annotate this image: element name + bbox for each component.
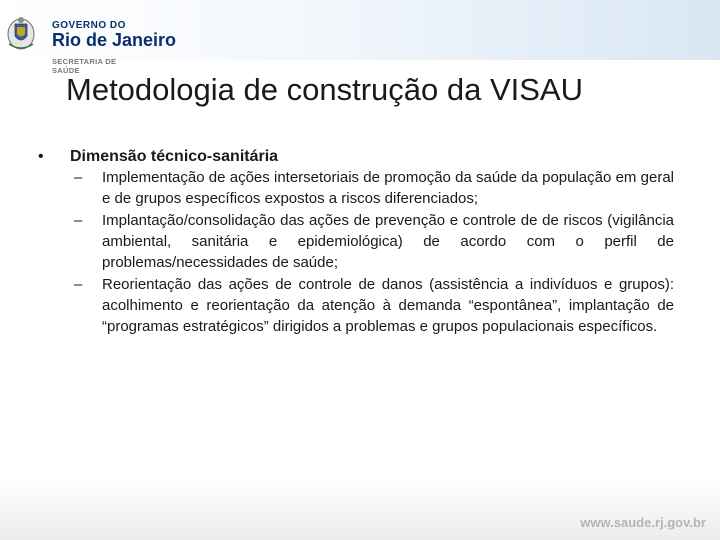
slide-title: Metodologia de construção da VISAU xyxy=(66,72,583,107)
sub-bullet-text: Reorientação das ações de controle de danos (assistência a indivíduos e grupos): acolhimento e reorientação da atenção à demanda “espontânea”, implantação de “programas estratégicos” dirigidos a problemas e grupos populacionais específicos. xyxy=(102,276,674,335)
slide-content xyxy=(38,148,674,337)
sub-bullet-item xyxy=(74,274,674,337)
sub-bullet-text: Implementação de ações intersetoriais de promoção da saúde da população em geral e de grupos específicos expostos a riscos diferenciados; xyxy=(102,169,674,207)
footer-band xyxy=(0,480,720,540)
sub-bullet-item xyxy=(74,167,674,209)
bullet-text: Dimensão técnico-sanitária xyxy=(70,148,279,165)
department-label: SECRETARIA DE SAÚDE xyxy=(52,57,117,75)
sub-bullet-list xyxy=(38,167,674,337)
dash-icon: – xyxy=(74,212,83,229)
dash-icon: – xyxy=(74,169,83,186)
state-coat-of-arms-icon xyxy=(6,14,36,52)
government-label: GOVERNO DO xyxy=(52,20,126,31)
sub-bullet-text: Implantação/consolidação das ações de prevenção e controle de de riscos (vigilância ambiental, sanitária e epidemiológica) de acordo com o perfil de problemas/necessidades de saúde; xyxy=(102,212,674,271)
sub-bullet-item xyxy=(74,210,674,273)
bullet-item xyxy=(38,148,674,166)
state-name-logo: Rio de Janeiro xyxy=(52,30,177,50)
bullet-dot-icon: • xyxy=(38,148,44,165)
dash-icon: – xyxy=(74,276,83,293)
footer-url: www.saude.rj.gov.br xyxy=(580,515,706,530)
